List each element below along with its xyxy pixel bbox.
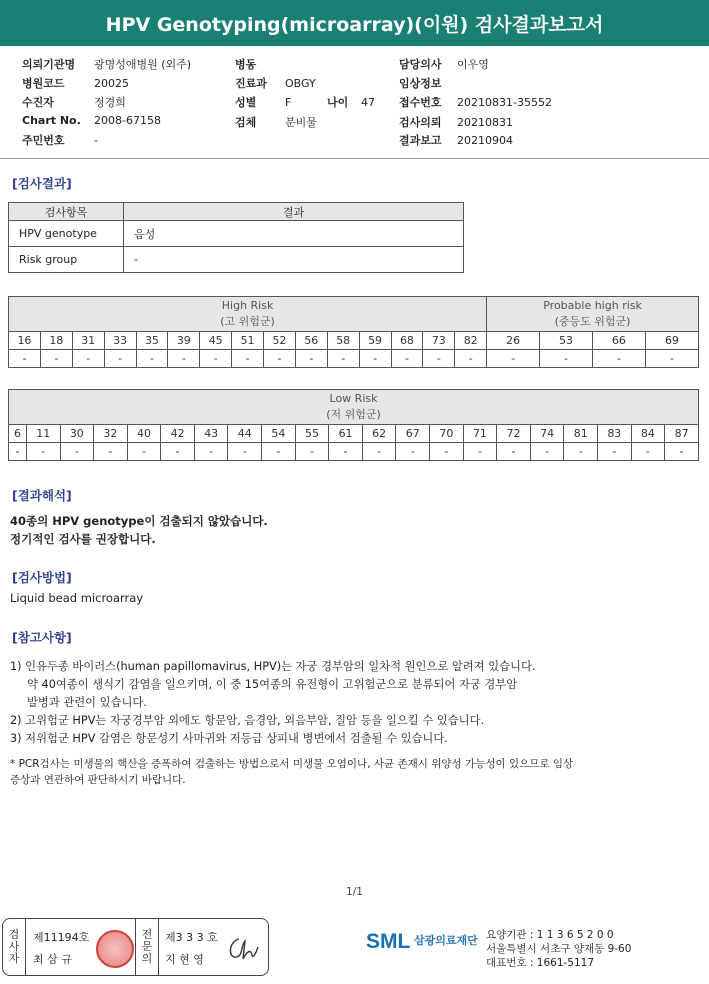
- hpv-value-cell: -: [631, 443, 665, 461]
- reference-line: 1) 인유두종 바이러스(human papillomavirus, HPV)는 자궁 경부암의 일차적 원인으로 알려져 있습니다.: [10, 660, 536, 673]
- hpv-type-cell: 73: [423, 332, 455, 350]
- hpv-value-cell: -: [359, 350, 391, 368]
- hpv-value-cell: -: [530, 443, 564, 461]
- probable-risk-subtitle: (중등도 위험군): [554, 315, 631, 328]
- low-risk-table: [8, 389, 699, 461]
- hpv-value-cell: -: [60, 443, 94, 461]
- low-risk-header: [9, 390, 699, 425]
- section-method-title: [검사방법]: [12, 570, 72, 585]
- tester-name: 최 삼 규: [33, 953, 72, 966]
- resident-value: -: [94, 134, 98, 147]
- hpv-type-cell: 84: [631, 425, 665, 443]
- hpv-type-cell: 83: [598, 425, 632, 443]
- hpv-type-cell: 59: [359, 332, 391, 350]
- hpv-type-cell: 71: [463, 425, 497, 443]
- code-label: 병원코드: [22, 77, 65, 90]
- reference-text: [10, 658, 535, 748]
- hpv-value-cell: -: [396, 443, 430, 461]
- patient-label: 수진자: [22, 96, 54, 109]
- hpv-type-cell: 67: [396, 425, 430, 443]
- code-value: 20025: [94, 77, 129, 90]
- hpv-value-cell: -: [391, 350, 423, 368]
- signature-box: [2, 918, 269, 976]
- hpv-type-cell: 61: [329, 425, 363, 443]
- tester-label-text: 검 사 자: [8, 928, 20, 965]
- hpv-type-cell: 68: [391, 332, 423, 350]
- chart-value: 2008-67158: [94, 114, 161, 127]
- specialist-label-text: 전 문 의: [141, 928, 153, 965]
- hpv-value-cell: -: [295, 443, 329, 461]
- hpv-type-cell: 42: [161, 425, 195, 443]
- hpv-type-cell: 82: [455, 332, 487, 350]
- specimen-label: 검체: [235, 116, 257, 129]
- hpv-value-cell: -: [161, 443, 195, 461]
- institution-label: 의뢰기관명: [22, 58, 76, 71]
- low-risk-values-row: [9, 443, 699, 461]
- ward-label: 병동: [235, 58, 257, 71]
- reference-line: 2) 고위험군 HPV는 자궁경부암 외에도 항문암, 음경암, 외음부암, 질암 등을 일으킬 수 있습니다.: [10, 714, 485, 727]
- hpv-type-cell: 44: [228, 425, 262, 443]
- specimen-value: 분비물: [285, 116, 317, 129]
- probable-risk-title: Probable high risk: [543, 299, 642, 312]
- pcr-note: [10, 756, 573, 788]
- hpv-value-cell: -: [262, 443, 296, 461]
- resident-label: 주민번호: [22, 134, 65, 147]
- hpv-value-cell: -: [72, 350, 104, 368]
- hpv-value-cell: -: [200, 350, 232, 368]
- hpv-value-cell: -: [136, 350, 168, 368]
- hpv-type-cell: 40: [127, 425, 161, 443]
- chart-label: Chart No.: [22, 114, 81, 127]
- hpv-type-cell: 39: [168, 332, 200, 350]
- hpv-type-cell: 33: [104, 332, 136, 350]
- hpv-value-cell: -: [295, 350, 327, 368]
- org-phone: 대표번호 : 1661-5117: [486, 957, 595, 969]
- hpv-type-cell: 6: [9, 425, 27, 443]
- age-value: 47: [361, 96, 375, 109]
- dept-label: 진료과: [235, 77, 267, 90]
- hpv-type-cell: 53: [540, 332, 593, 350]
- interpretation-line-2: 정기적인 검사를 권장합니다.: [10, 532, 156, 546]
- hpv-type-cell: 66: [592, 332, 645, 350]
- signature-icon: [225, 931, 261, 965]
- hpv-value-cell: -: [598, 443, 632, 461]
- hpv-value-cell: -: [104, 350, 136, 368]
- clinical-label: 임상정보: [399, 77, 442, 90]
- hpv-type-cell: 31: [72, 332, 104, 350]
- receipt-value: 20210831-35552: [457, 96, 552, 109]
- reference-line: 약 40여종이 생식기 감염을 일으키며, 이 중 15여종의 유전형이 고위험군으로 분류되어 자궁 경부암: [27, 678, 518, 691]
- hpv-value-cell: -: [497, 443, 531, 461]
- hpv-type-cell: 87: [665, 425, 699, 443]
- low-risk-title: Low Risk: [329, 392, 378, 405]
- hpv-value-cell: -: [463, 443, 497, 461]
- hpv-type-cell: 54: [262, 425, 296, 443]
- hpv-type-cell: 16: [9, 332, 41, 350]
- hpv-value-cell: -: [194, 443, 228, 461]
- hpv-value-cell: -: [26, 443, 60, 461]
- result-value: -: [124, 247, 464, 273]
- hpv-type-cell: 58: [327, 332, 359, 350]
- hpv-type-cell: 69: [645, 332, 698, 350]
- sex-label: 성별: [235, 96, 257, 109]
- result-table: [8, 202, 464, 273]
- reference-line: 3) 저위험군 HPV 감염은 항문성기 사마귀와 저등급 상피내 병변에서 검출될 수 있습니다.: [10, 732, 448, 745]
- result-header-row: [9, 203, 464, 221]
- hpv-type-cell: 32: [94, 425, 128, 443]
- hpv-value-cell: -: [592, 350, 645, 368]
- hpv-type-cell: 35: [136, 332, 168, 350]
- method-text: Liquid bead microarray: [10, 591, 144, 605]
- low-risk-subtitle: (저 위험군): [326, 408, 381, 421]
- tester-seal-icon: [96, 930, 134, 968]
- hpv-value-cell: -: [665, 443, 699, 461]
- org-address: 서울특별시 서초구 양재동 9-60: [486, 943, 632, 955]
- result-item: Risk group: [9, 247, 124, 273]
- hpv-value-cell: -: [487, 350, 540, 368]
- interpretation-text: [10, 512, 268, 548]
- table-row: [9, 221, 464, 247]
- org-code: 요양기관 : 1 1 3 6 5 2 0 0: [486, 929, 614, 941]
- hpv-value-cell: -: [264, 350, 296, 368]
- hpv-value-cell: -: [430, 443, 464, 461]
- high-risk-types-row: [9, 332, 699, 350]
- dept-value: OBGY: [285, 77, 316, 90]
- logo-text: SML: [366, 930, 411, 953]
- hpv-type-cell: 45: [200, 332, 232, 350]
- hpv-type-cell: 56: [295, 332, 327, 350]
- pcr-note-line: * PCR검사는 미생물의 핵산을 증폭하여 검출하는 방법으로서 미생물 오염이나, 사균 존재시 위양성 가능성이 있으므로 임상: [10, 758, 574, 770]
- divider: [0, 158, 709, 159]
- page-number: 1/1: [346, 886, 363, 898]
- hpv-value-cell: -: [168, 350, 200, 368]
- request-label: 검사의뢰: [399, 116, 442, 129]
- hpv-type-cell: 51: [232, 332, 264, 350]
- hpv-type-cell: 70: [430, 425, 464, 443]
- receipt-label: 접수번호: [399, 96, 442, 109]
- pcr-note-line: 증상과 연관하여 판단하시기 바랍니다.: [10, 774, 186, 786]
- probable-risk-header: [487, 297, 699, 332]
- hpv-value-cell: -: [327, 350, 359, 368]
- high-risk-values-row: [9, 350, 699, 368]
- section-reference-title: [참고사항]: [12, 630, 72, 645]
- hpv-value-cell: -: [423, 350, 455, 368]
- hpv-value-cell: -: [329, 443, 363, 461]
- tester-label: [3, 919, 26, 975]
- request-value: 20210831: [457, 116, 513, 129]
- section-result-title: [검사결과]: [12, 176, 72, 191]
- hpv-type-cell: 81: [564, 425, 598, 443]
- high-risk-table: [8, 296, 699, 368]
- reference-line: 발병과 관련이 있습니다.: [27, 696, 147, 709]
- hpv-value-cell: -: [232, 350, 264, 368]
- hpv-type-cell: 72: [497, 425, 531, 443]
- low-risk-header-row: [9, 390, 699, 425]
- hpv-type-cell: 74: [530, 425, 564, 443]
- col-result: 결과: [124, 203, 464, 221]
- section-interpretation-title: [결과해석]: [12, 488, 72, 503]
- hpv-value-cell: -: [564, 443, 598, 461]
- high-risk-header-row: [9, 297, 699, 332]
- doctor-value: 이우영: [457, 58, 489, 71]
- patient-value: 정경희: [94, 96, 126, 109]
- sex-value: F: [285, 96, 292, 109]
- result-value: 음성: [124, 221, 464, 247]
- hpv-type-cell: 18: [40, 332, 72, 350]
- hpv-value-cell: -: [645, 350, 698, 368]
- tester-number: 제11194호: [33, 931, 90, 944]
- hpv-type-cell: 11: [26, 425, 60, 443]
- hpv-type-cell: 43: [194, 425, 228, 443]
- hpv-value-cell: -: [228, 443, 262, 461]
- sml-logo: [366, 930, 478, 954]
- hpv-type-cell: 26: [487, 332, 540, 350]
- high-risk-title: High Risk: [221, 299, 274, 312]
- report-label: 결과보고: [399, 134, 442, 147]
- table-row: [9, 247, 464, 273]
- hpv-value-cell: -: [362, 443, 396, 461]
- org-name: 삼광의료재단: [413, 934, 478, 947]
- high-risk-header: [9, 297, 487, 332]
- hpv-type-cell: 62: [362, 425, 396, 443]
- specialist-label: [135, 919, 159, 975]
- report-title: HPV Genotyping(microarray)(이원) 검사결과보고서: [0, 0, 709, 46]
- low-risk-types-row: [9, 425, 699, 443]
- org-info: [486, 928, 631, 970]
- specialist-name: 지 현 영: [165, 953, 204, 966]
- doctor-label: 담당의사: [399, 58, 442, 71]
- hpv-value-cell: -: [455, 350, 487, 368]
- interpretation-line-1: 40종의 HPV genotype이 검출되지 않았습니다.: [10, 514, 268, 528]
- hpv-type-cell: 30: [60, 425, 94, 443]
- hpv-type-cell: 52: [264, 332, 296, 350]
- hpv-value-cell: -: [9, 350, 41, 368]
- hpv-value-cell: -: [40, 350, 72, 368]
- hpv-value-cell: -: [540, 350, 593, 368]
- hpv-value-cell: -: [127, 443, 161, 461]
- hpv-value-cell: -: [9, 443, 27, 461]
- institution-value: 광명성애병원 (외주): [94, 58, 192, 71]
- specialist-number: 제3 3 3 호: [165, 931, 218, 944]
- hpv-type-cell: 55: [295, 425, 329, 443]
- hpv-value-cell: -: [94, 443, 128, 461]
- high-risk-subtitle: (고 위험군): [220, 315, 275, 328]
- col-item: 검사항목: [9, 203, 124, 221]
- report-value: 20210904: [457, 134, 513, 147]
- age-label: 나이: [327, 96, 349, 109]
- result-item: HPV genotype: [9, 221, 124, 247]
